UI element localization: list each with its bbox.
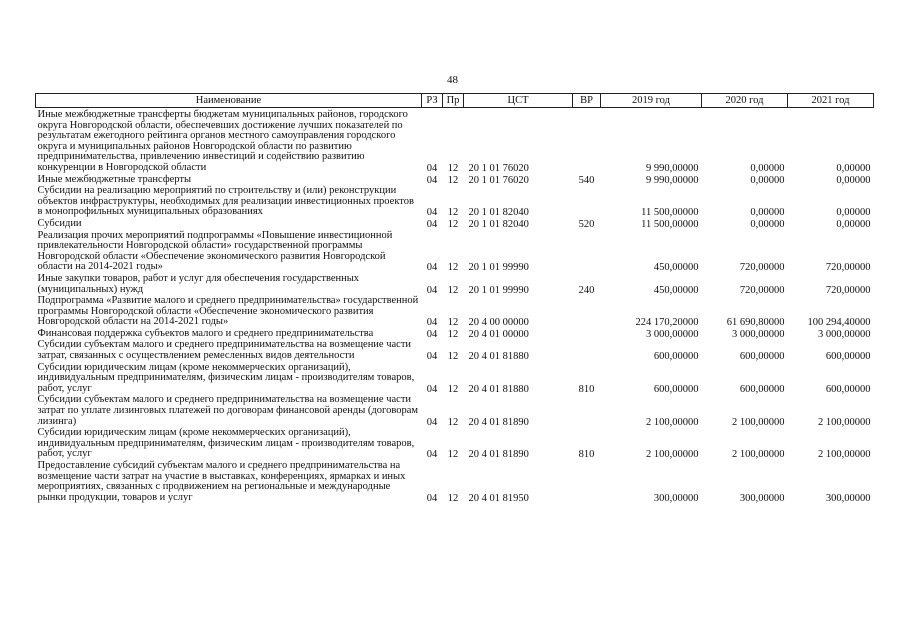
table-row	[36, 231, 874, 274]
row-2021: 0,00000	[836, 218, 871, 230]
row-cst: 20 4 01 81890	[468, 416, 529, 428]
row-vr: 540	[578, 174, 595, 186]
row-2020: 0,00000	[750, 207, 785, 219]
row-cst: 20 4 00 00000	[468, 317, 529, 329]
row-vr	[573, 395, 601, 428]
row-2021: 600,00000	[825, 351, 871, 363]
header-cst: ЦСТ	[464, 94, 573, 108]
row-2020: 2 100,00000	[732, 416, 785, 428]
table-row	[36, 274, 874, 296]
row-2020: 0,00000	[750, 174, 785, 186]
row-2020: 3 000,00000	[732, 328, 785, 340]
row-pr: 12	[447, 284, 459, 296]
row-pr: 12	[447, 218, 459, 230]
row-name: Финансовая поддержка субъектов малого и среднего предпринимательства	[37, 327, 374, 339]
row-vr	[573, 296, 601, 329]
table-row	[36, 363, 874, 396]
row-vr	[573, 461, 601, 504]
row-rz: 04	[426, 317, 438, 329]
header-pr: Пр	[443, 94, 464, 108]
table-row	[36, 340, 874, 362]
row-2020: 300,00000	[739, 492, 785, 504]
row-cst: 20 1 01 76020	[468, 174, 529, 186]
row-vr	[573, 231, 601, 274]
row-pr: 12	[447, 492, 459, 504]
row-2020: 2 100,00000	[732, 449, 785, 461]
table-header-row	[36, 94, 874, 108]
row-2020: 600,00000	[739, 383, 785, 395]
row-vr	[573, 186, 601, 219]
row-pr: 12	[447, 262, 459, 274]
row-2021: 600,00000	[825, 383, 871, 395]
row-cst: 20 4 01 81890	[468, 449, 529, 461]
row-rz: 04	[426, 351, 438, 363]
row-cst: 20 4 01 81880	[468, 383, 529, 395]
row-2019: 11 500,00000	[641, 207, 699, 219]
row-2019: 9 990,00000	[646, 162, 699, 174]
table-row	[36, 186, 874, 219]
row-2019: 224 170,20000	[635, 317, 699, 329]
row-rz: 04	[426, 492, 438, 504]
row-2019: 3 000,00000	[646, 328, 699, 340]
row-name: Предоставление субсидий субъектам малого и среднего предпринимательства на возмещение части затрат на участие в выставках, конференциях, ярмарках и иных мероприятиях, связанных с продвижением на региональные и международные рынки продукции, товаров и услуг	[37, 460, 406, 503]
table-row	[36, 428, 874, 461]
row-name: Субсидии субъектам малого и среднего предпринимательства на возмещение части затрат по уплате лизинговых платежей по договорам финансовой аренды (договорам лизинга)	[37, 394, 419, 427]
row-2019: 450,00000	[653, 262, 699, 274]
row-2021: 300,00000	[825, 492, 871, 504]
row-vr: 520	[578, 218, 595, 230]
header-vr: ВР	[573, 94, 601, 108]
row-2019: 300,00000	[653, 492, 699, 504]
row-pr: 12	[447, 416, 459, 428]
row-rz: 04	[426, 174, 438, 186]
row-cst: 20 4 01 81950	[468, 492, 529, 504]
row-cst: 20 4 01 00000	[468, 328, 529, 340]
row-rz: 04	[426, 207, 438, 219]
row-name: Субсидии	[37, 217, 82, 229]
row-2021: 2 100,00000	[818, 449, 871, 461]
row-name: Иные закупки товаров, работ и услуг для обеспечения государственных (муниципальных) нужд	[37, 272, 360, 295]
row-vr: 810	[578, 383, 595, 395]
row-2019: 600,00000	[653, 351, 699, 363]
row-cst: 20 1 01 76020	[468, 162, 529, 174]
row-2020: 600,00000	[739, 351, 785, 363]
budget-table	[35, 93, 874, 504]
row-2019: 2 100,00000	[646, 416, 699, 428]
row-2020: 720,00000	[739, 284, 785, 296]
row-pr: 12	[447, 449, 459, 461]
row-2021: 720,00000	[825, 284, 871, 296]
row-2021: 0,00000	[836, 174, 871, 186]
row-cst: 20 1 01 99990	[468, 262, 529, 274]
row-name: Реализация прочих мероприятий подпрограммы «Повышение инвестиционной привлекательности Новгородской области» государственной программы Новгородской области «Обеспечение экономического развития Новгородской области на 2014-2021 годы»	[37, 229, 393, 273]
table-row	[36, 219, 874, 231]
header-2020: 2020 год	[702, 94, 788, 108]
row-2020: 61 690,80000	[726, 317, 785, 329]
row-name: Подпрограмма «Развитие малого и среднего предпринимательства» государственной программы Новгородской области «Обеспечение экономического развития Новгородской области на 2014-2021 годы»	[37, 295, 419, 328]
row-name: Иные межбюджетные трансферты бюджетам муниципальных районов, городского округа Новгородской области, обеспечевших достижение лучших показателей по результатам ежегодного рейтинга органов местного самоуправления городского округа и муниципальных районов Новгородской области по развитию предпринимательства, привлечению инвестиций и содействию развитию конкуренции в Новгородской области	[37, 109, 408, 173]
table-row	[36, 108, 874, 175]
row-2019: 9 990,00000	[646, 174, 699, 186]
table-row	[36, 296, 874, 329]
row-2019: 2 100,00000	[646, 449, 699, 461]
row-pr: 12	[447, 317, 459, 329]
header-name: Наименование	[36, 94, 422, 108]
page-number: 48	[447, 74, 458, 86]
row-vr	[573, 340, 601, 362]
row-name: Иные межбюджетные трансферты	[37, 173, 192, 185]
row-2021: 3 000,00000	[818, 328, 871, 340]
row-rz: 04	[426, 449, 438, 461]
row-rz: 04	[426, 416, 438, 428]
row-pr: 12	[447, 383, 459, 395]
row-2021: 0,00000	[836, 162, 871, 174]
row-name: Субсидии юридическим лицам (кроме некоммерческих организаций), индивидуальным предпринимателям, физическим лицам - производителям товаров, работ, услуг	[37, 427, 415, 460]
row-pr: 12	[447, 207, 459, 219]
table-body	[36, 108, 874, 505]
row-vr	[573, 329, 601, 341]
row-pr: 12	[447, 328, 459, 340]
table-row	[36, 461, 874, 504]
row-pr: 12	[447, 162, 459, 174]
table-row	[36, 395, 874, 428]
header-rz: РЗ	[422, 94, 443, 108]
row-vr	[573, 108, 601, 175]
row-2021: 0,00000	[836, 207, 871, 219]
row-cst: 20 1 01 82040	[468, 207, 529, 219]
row-2020: 0,00000	[750, 162, 785, 174]
row-vr: 240	[578, 284, 595, 296]
row-2021: 2 100,00000	[818, 416, 871, 428]
row-rz: 04	[426, 328, 438, 340]
row-name: Субсидии на реализацию мероприятий по строительству и (или) реконструкции объектов инфраструктуры, необходимых для реализации инвестиционных проектов в монопрофильных муниципальных образованиях	[37, 185, 414, 218]
row-rz: 04	[426, 383, 438, 395]
row-2020: 0,00000	[750, 218, 785, 230]
row-cst: 20 4 01 81880	[468, 351, 529, 363]
row-rz: 04	[426, 218, 438, 230]
row-pr: 12	[447, 351, 459, 363]
row-vr: 810	[578, 449, 595, 461]
row-rz: 04	[426, 262, 438, 274]
row-2021: 100 294,40000	[807, 317, 871, 329]
row-rz: 04	[426, 284, 438, 296]
row-2019: 450,00000	[653, 284, 699, 296]
row-2019: 11 500,00000	[641, 218, 699, 230]
header-2021: 2021 год	[788, 94, 874, 108]
row-name: Субсидии субъектам малого и среднего предпринимательства на возмещение части затрат, связанных с осуществлением ремесленных видов деятельности	[37, 339, 412, 362]
row-2019: 600,00000	[653, 383, 699, 395]
row-rz: 04	[426, 162, 438, 174]
row-2021: 720,00000	[825, 262, 871, 274]
header-2019: 2019 год	[601, 94, 702, 108]
row-pr: 12	[447, 174, 459, 186]
row-cst: 20 1 01 99990	[468, 284, 529, 296]
row-name: Субсидии юридическим лицам (кроме некоммерческих организаций), индивидуальным предпринимателям, физическим лицам - производителям товаров, работ, услуг	[37, 361, 415, 394]
row-2020: 720,00000	[739, 262, 785, 274]
row-cst: 20 1 01 82040	[468, 218, 529, 230]
